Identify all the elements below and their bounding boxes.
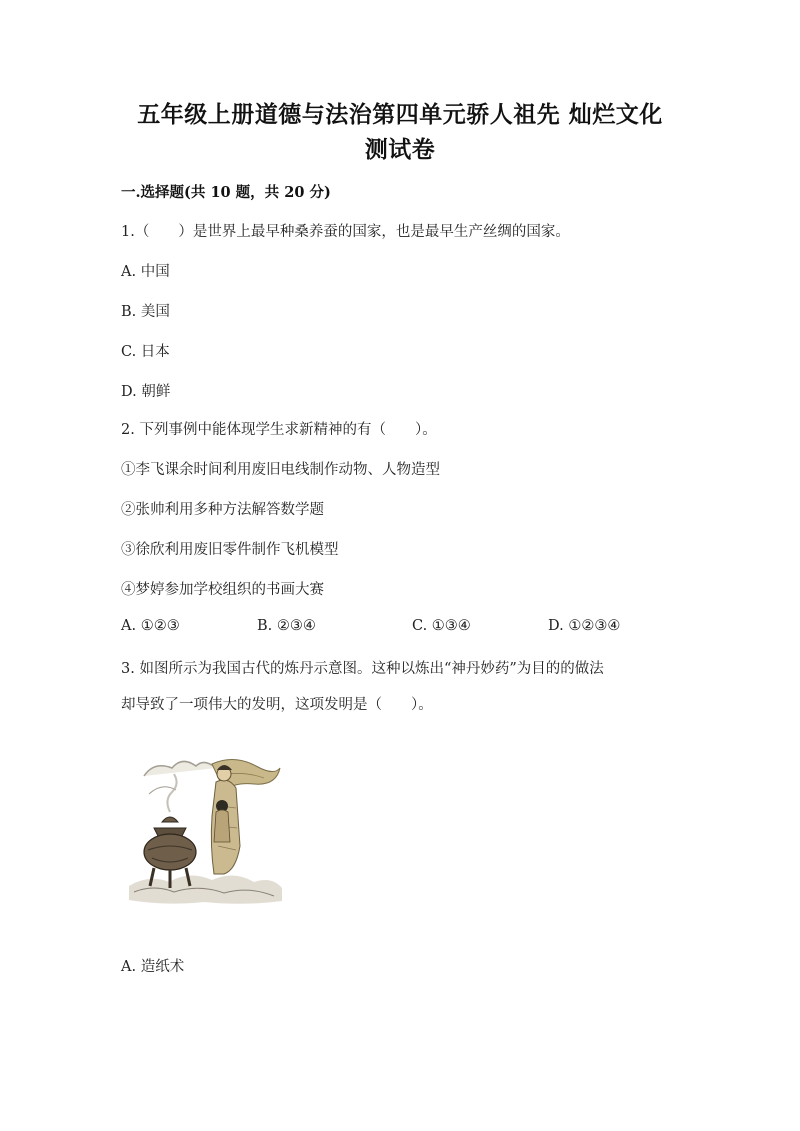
question-2-item-2: ②张帅利用多种方法解答数学题 xyxy=(121,502,324,518)
question-1-option-b[interactable]: B. 美国 xyxy=(121,304,170,320)
alchemy-illustration xyxy=(124,746,284,911)
question-1-stem: 1.（ ）是世界上最早种桑养蚕的国家，也是最早生产丝绸的国家。 xyxy=(121,224,570,240)
question-2-option-c[interactable]: C. ①③④ xyxy=(412,618,471,634)
question-2-option-b[interactable]: B. ②③④ xyxy=(257,618,316,634)
question-2-item-3: ③徐欣利用废旧零件制作飞机模型 xyxy=(121,542,339,558)
question-3-option-a[interactable]: A. 造纸术 xyxy=(121,959,185,975)
question-1-option-c[interactable]: C. 日本 xyxy=(121,344,170,360)
question-1-option-d[interactable]: D. 朝鲜 xyxy=(121,384,171,400)
page-title-line1: 五年级上册道德与法治第四单元骄人祖先 灿烂文化 xyxy=(137,101,663,128)
question-2-item-4: ④梦婷参加学校组织的书画大赛 xyxy=(121,582,324,598)
section-heading: 一.选择题(共 10 题，共 20 分) xyxy=(121,184,331,201)
question-2-option-d[interactable]: D. ①②③④ xyxy=(548,618,621,634)
question-3-stem-line1: 3. 如图所示为我国古代的炼丹示意图。这种以炼出“神丹妙药”为目的的做法 xyxy=(121,661,604,677)
page-title-line2: 测试卷 xyxy=(364,136,436,163)
question-2-stem: 2. 下列事例中能体现学生求新精神的有（ ）。 xyxy=(121,422,437,438)
question-3-stem-line2: 却导致了一项伟大的发明，这项发明是（ ）。 xyxy=(121,697,433,713)
question-1-option-a[interactable]: A. 中国 xyxy=(121,264,170,280)
question-2-item-1: ①李飞课余时间利用废旧电线制作动物、人物造型 xyxy=(121,462,440,478)
question-2-option-a[interactable]: A. ①②③ xyxy=(121,618,180,634)
